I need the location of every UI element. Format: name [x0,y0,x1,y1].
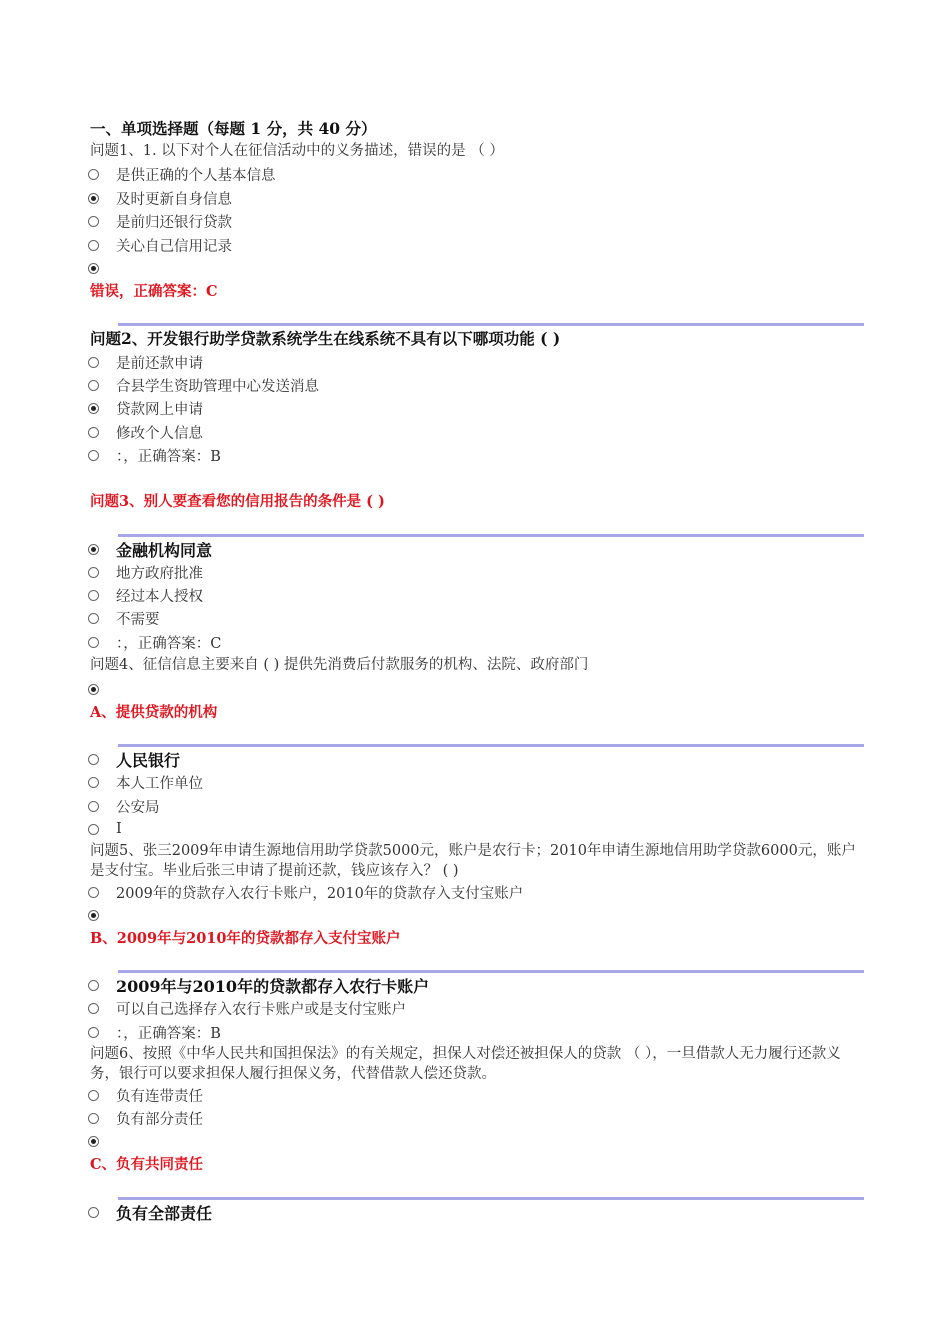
q6-selected-answer: C、负有共同责任 [90,1156,204,1173]
radio-icon[interactable] [88,754,99,765]
radio-icon[interactable] [88,240,99,251]
q1-option-d[interactable]: 关心自己信用记录 [88,235,232,255]
radio-icon[interactable] [88,357,99,368]
radio-icon[interactable] [88,380,99,391]
radio-checked-icon[interactable] [88,544,99,555]
q1-result: 错误，正确答案：C [90,283,218,300]
radio-icon[interactable] [88,216,99,227]
radio-icon[interactable] [88,824,99,835]
q3-option-d[interactable]: 不需要 [88,608,160,628]
q4-option-selected-radio[interactable] [88,679,116,699]
q5-selected-answer: B、2009年与2010年的贷款都存入支付宝账户 [90,930,401,947]
q4-option-c[interactable]: 本人工作单位 [88,772,203,792]
separator [118,744,864,747]
question-4: 问题4、征信信息主要来自 ( ) 提供先消费后付款服务的机构、法院、政府部门 [90,657,589,673]
q5-option-a[interactable]: 2009年的贷款存入农行卡账户，2010年的贷款存入支付宝账户 [88,882,523,902]
radio-icon[interactable] [88,637,99,648]
q6-option-selected-radio[interactable] [88,1131,116,1151]
radio-icon[interactable] [88,1003,99,1014]
q3-option-c[interactable]: 经过本人授权 [88,585,203,605]
radio-icon[interactable] [88,450,99,461]
q1-option-c[interactable]: 是前归还银行贷款 [88,211,232,231]
radio-icon[interactable] [88,1027,99,1038]
q2-option-d[interactable]: 修改个人信息 [88,422,203,442]
q3-option-b[interactable]: 地方政府批准 [88,562,203,582]
question-1: 问题1、1. 以下对个人在征信活动中的义务描述，错误的是 （ ） [90,143,504,159]
radio-icon[interactable] [88,613,99,624]
radio-checked-icon[interactable] [88,1136,99,1147]
radio-icon[interactable] [88,980,99,991]
radio-icon[interactable] [88,169,99,180]
q6-option-b[interactable]: 负有部分责任 [88,1108,203,1128]
question-2: 问题2、开发银行助学贷款系统学生在线系统不具有以下哪项功能 ( ) [90,329,561,348]
q3-option-e[interactable]: ：，正确答案：C [88,632,221,652]
radio-icon[interactable] [88,777,99,788]
q5-option-d[interactable]: 可以自己选择存入农行卡账户或是支付宝账户 [88,998,406,1018]
radio-icon[interactable] [88,1207,99,1218]
radio-checked-icon[interactable] [88,403,99,414]
q1-option-a[interactable]: 是供正确的个人基本信息 [88,164,276,184]
q4-option-d[interactable]: 公安局 [88,796,160,816]
radio-icon[interactable] [88,590,99,601]
radio-checked-icon[interactable] [88,910,99,921]
radio-icon[interactable] [88,427,99,438]
radio-checked-icon[interactable] [88,684,99,695]
radio-icon[interactable] [88,801,99,812]
q5-option-selected-radio[interactable] [88,905,116,925]
radio-icon[interactable] [88,1113,99,1124]
separator [118,1197,864,1200]
q2-option-c[interactable]: 贷款网上申请 [88,398,203,418]
separator [118,534,864,537]
q3-option-a[interactable]: 金融机构同意 [88,539,212,559]
question-3: 问题3、别人要查看您的信用报告的条件是 ( ) [90,493,385,510]
q4-option-b[interactable]: 人民银行 [88,749,180,769]
q6-option-a[interactable]: 负有连带责任 [88,1085,203,1105]
q1-option-e[interactable] [88,258,116,278]
radio-icon[interactable] [88,887,99,898]
radio-icon[interactable] [88,567,99,578]
q5-option-e[interactable]: ：，正确答案：B [88,1022,221,1042]
q2-option-a[interactable]: 是前还款申请 [88,352,203,372]
q4-option-e[interactable]: I [88,819,122,839]
q2-option-b[interactable]: 合县学生资助管理中心发送消息 [88,375,319,395]
q4-selected-answer: A、提供贷款的机构 [90,704,218,721]
q1-option-b[interactable]: 及时更新自身信息 [88,188,232,208]
radio-checked-icon[interactable] [88,193,99,204]
separator [118,323,864,326]
q2-option-e[interactable]: ：，正确答案：B [88,445,221,465]
radio-checked-icon[interactable] [88,263,99,274]
section-title: 一、单项选择题（每题 1 分，共 40 分） [90,119,377,138]
q6-option-d[interactable]: 负有全部责任 [88,1202,212,1222]
question-5: 问题5、张三2009年申请生源地信用助学贷款5000元，账户是农行卡；2010年申请生源地信用助学贷款6000元，账户是支付宝。毕业后张三申请了提前还款，钱应该存入？ ( ) [90,843,856,879]
question-6: 问题6、按照《中华人民共和国担保法》的有关规定，担保人对偿还被担保人的贷款 （ ），一旦借款人无力履行还款义务，银行可以要求担保人履行担保义务，代替借款人偿还贷款。 [90,1046,841,1082]
radio-icon[interactable] [88,1090,99,1101]
q5-option-c[interactable]: 2009年与2010年的贷款都存入农行卡账户 [88,975,429,995]
